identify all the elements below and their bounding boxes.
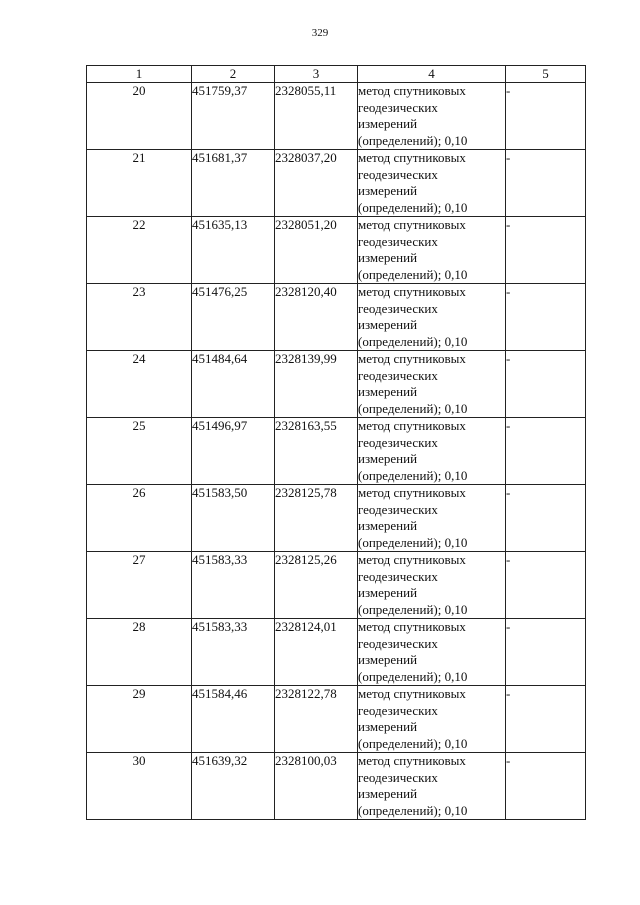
point-number-cell: 23 — [87, 284, 192, 351]
y-coordinate-cell: 2328124,01 — [275, 619, 358, 686]
note-cell: - — [506, 150, 586, 217]
x-coordinate-cell: 451583,33 — [192, 619, 275, 686]
note-cell: - — [506, 753, 586, 820]
method-line: измерений — [358, 585, 418, 600]
note-cell: - — [506, 351, 586, 418]
note-cell: - — [506, 83, 586, 150]
method-cell — [358, 284, 506, 351]
x-coordinate-cell: 451496,97 — [192, 418, 275, 485]
method-line: (определений); 0,10 — [358, 601, 468, 617]
method-line: метод спутниковых — [358, 686, 466, 701]
column-header-4: 4 — [358, 66, 506, 83]
y-coordinate-cell: 2328055,11 — [275, 83, 358, 150]
point-number-cell: 29 — [87, 686, 192, 753]
table-row — [87, 217, 586, 284]
method-line: измерений — [358, 719, 418, 734]
x-coordinate-cell: 451635,13 — [192, 217, 275, 284]
method-line: измерений — [358, 786, 418, 801]
note-cell: - — [506, 552, 586, 619]
y-coordinate-cell: 2328122,78 — [275, 686, 358, 753]
table-row — [87, 619, 586, 686]
table-row — [87, 485, 586, 552]
method-line: (определений); 0,10 — [358, 735, 468, 751]
method-line: (определений); 0,10 — [358, 266, 468, 282]
method-line: (определений); 0,10 — [358, 467, 468, 483]
method-line: измерений — [358, 317, 418, 332]
table-row — [87, 753, 586, 820]
y-coordinate-cell: 2328100,03 — [275, 753, 358, 820]
method-line: метод спутниковых — [358, 552, 466, 567]
x-coordinate-cell: 451639,32 — [192, 753, 275, 820]
method-line: геодезических — [358, 635, 438, 651]
y-coordinate-cell: 2328125,78 — [275, 485, 358, 552]
x-coordinate-cell: 451583,33 — [192, 552, 275, 619]
method-line: (определений); 0,10 — [358, 132, 468, 148]
method-line: метод спутниковых — [358, 485, 466, 500]
method-line: (определений); 0,10 — [358, 400, 468, 416]
column-header-1: 1 — [87, 66, 192, 83]
table-row — [87, 351, 586, 418]
method-line: измерений — [358, 451, 418, 466]
note-cell: - — [506, 217, 586, 284]
method-cell — [358, 485, 506, 552]
column-header-5: 5 — [506, 66, 586, 83]
method-line: измерений — [358, 384, 418, 399]
method-line: геодезических — [358, 367, 438, 383]
x-coordinate-cell: 451476,25 — [192, 284, 275, 351]
y-coordinate-cell: 2328163,55 — [275, 418, 358, 485]
point-number-cell: 25 — [87, 418, 192, 485]
page-number: 329 — [311, 27, 329, 39]
x-coordinate-cell: 451584,46 — [192, 686, 275, 753]
point-number-cell: 20 — [87, 83, 192, 150]
method-line: метод спутниковых — [358, 150, 466, 165]
method-line: метод спутниковых — [358, 217, 466, 232]
method-cell — [358, 686, 506, 753]
y-coordinate-cell: 2328120,40 — [275, 284, 358, 351]
y-coordinate-cell: 2328051,20 — [275, 217, 358, 284]
table-row — [87, 150, 586, 217]
method-cell — [358, 552, 506, 619]
point-number-cell: 22 — [87, 217, 192, 284]
method-line: метод спутниковых — [358, 753, 466, 768]
method-cell — [358, 418, 506, 485]
table-row — [87, 552, 586, 619]
method-line: геодезических — [358, 99, 438, 115]
method-line: (определений); 0,10 — [358, 668, 468, 684]
method-line: (определений); 0,10 — [358, 534, 468, 550]
table-body — [87, 83, 586, 820]
point-number-cell: 21 — [87, 150, 192, 217]
table-row — [87, 83, 586, 150]
note-cell: - — [506, 418, 586, 485]
method-line: измерений — [358, 652, 418, 667]
method-line: метод спутниковых — [358, 284, 466, 299]
table-row — [87, 284, 586, 351]
point-number-cell: 24 — [87, 351, 192, 418]
method-line: геодезических — [358, 434, 438, 450]
point-number-cell: 30 — [87, 753, 192, 820]
y-coordinate-cell: 2328037,20 — [275, 150, 358, 217]
method-cell — [358, 83, 506, 150]
method-cell — [358, 753, 506, 820]
method-line: (определений); 0,10 — [358, 802, 468, 818]
note-cell: - — [506, 686, 586, 753]
method-line: измерений — [358, 116, 418, 131]
point-number-cell: 27 — [87, 552, 192, 619]
method-line: метод спутниковых — [358, 351, 466, 366]
y-coordinate-cell: 2328139,99 — [275, 351, 358, 418]
method-line: геодезических — [358, 702, 438, 718]
x-coordinate-cell: 451681,37 — [192, 150, 275, 217]
column-header-2: 2 — [192, 66, 275, 83]
x-coordinate-cell: 451484,64 — [192, 351, 275, 418]
method-line: метод спутниковых — [358, 418, 466, 433]
method-cell — [358, 619, 506, 686]
y-coordinate-cell: 2328125,26 — [275, 552, 358, 619]
coordinates-table — [86, 65, 586, 820]
method-line: метод спутниковых — [358, 619, 466, 634]
method-cell — [358, 150, 506, 217]
note-cell: - — [506, 485, 586, 552]
note-cell: - — [506, 619, 586, 686]
method-line: (определений); 0,10 — [358, 333, 468, 349]
method-cell — [358, 351, 506, 418]
method-line: геодезических — [358, 233, 438, 249]
method-line: геодезических — [358, 769, 438, 785]
point-number-cell: 28 — [87, 619, 192, 686]
method-line: геодезических — [358, 300, 438, 316]
method-line: измерений — [358, 518, 418, 533]
column-header-3: 3 — [275, 66, 358, 83]
table-row — [87, 686, 586, 753]
note-cell: - — [506, 284, 586, 351]
point-number-cell: 26 — [87, 485, 192, 552]
method-line: метод спутниковых — [358, 83, 466, 98]
method-line: (определений); 0,10 — [358, 199, 468, 215]
method-cell — [358, 217, 506, 284]
method-line: геодезических — [358, 501, 438, 517]
method-line: геодезических — [358, 166, 438, 182]
x-coordinate-cell: 451759,37 — [192, 83, 275, 150]
table-row — [87, 418, 586, 485]
method-line: измерений — [358, 250, 418, 265]
table-header-row — [87, 66, 586, 83]
method-line: геодезических — [358, 568, 438, 584]
method-line: измерений — [358, 183, 418, 198]
x-coordinate-cell: 451583,50 — [192, 485, 275, 552]
